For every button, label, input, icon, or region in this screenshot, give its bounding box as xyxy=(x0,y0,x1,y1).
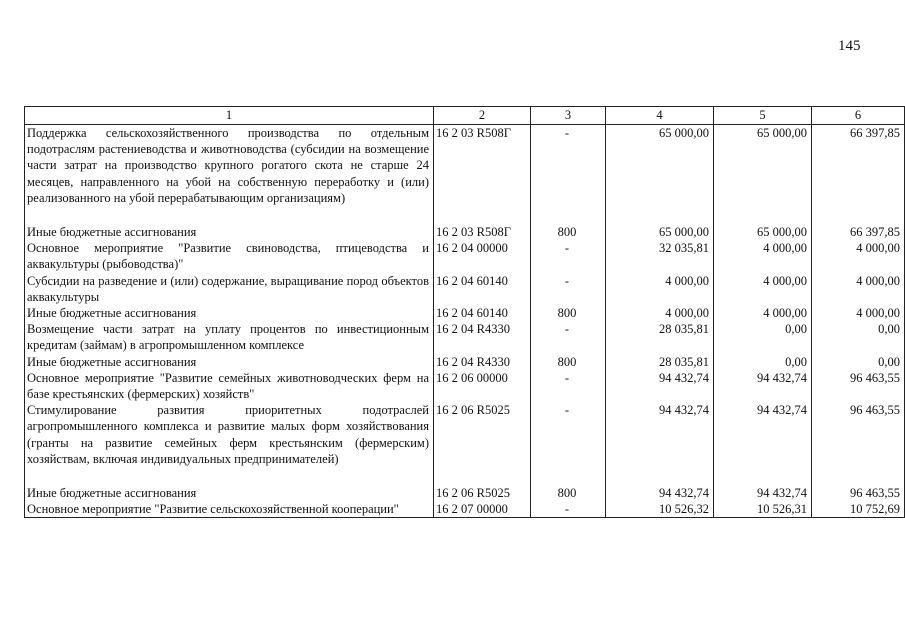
row-value-col6: 96 463,55 xyxy=(812,402,905,467)
row-name: Иные бюджетные ассигнования xyxy=(25,485,434,501)
budget-table xyxy=(24,106,905,518)
page-number: 145 xyxy=(838,38,861,54)
row-value-col4: 94 432,74 xyxy=(606,402,714,467)
row-expense-type: - xyxy=(531,125,606,207)
row-expense-type: 800 xyxy=(531,485,606,501)
header-cell-3: 3 xyxy=(531,107,606,125)
row-value-col4: 4 000,00 xyxy=(606,273,714,305)
header-cell-1: 1 xyxy=(25,107,434,125)
row-value-col4: 28 035,81 xyxy=(606,321,714,353)
table-body xyxy=(25,125,905,518)
row-value-col5: 94 432,74 xyxy=(714,402,812,467)
row-expense-type: - xyxy=(531,501,606,518)
row-value-col4: 4 000,00 xyxy=(606,305,714,321)
row-value-col6: 0,00 xyxy=(812,354,905,370)
table-row xyxy=(25,240,905,272)
row-value-col6: 0,00 xyxy=(812,321,905,353)
row-value-col6: 4 000,00 xyxy=(812,273,905,305)
row-value-col5: 94 432,74 xyxy=(714,370,812,402)
row-value-col4: 65 000,00 xyxy=(606,125,714,207)
row-value-col5: 0,00 xyxy=(714,354,812,370)
table-row xyxy=(25,125,905,207)
row-name: Поддержка сельскохозяйственного производства по отдельным подотраслям растениеводства и животноводства (субсидии на возмещение части затрат на производство крупного рогатого скота не старше 24 месяцев, направленного на убой на собственную переработку и (или) реализованного на убой перерабатывающим организациям) xyxy=(25,125,434,207)
row-expense-type: - xyxy=(531,273,606,305)
row-value-col5: 94 432,74 xyxy=(714,485,812,501)
row-expense-type: 800 xyxy=(531,305,606,321)
header-cell-5: 5 xyxy=(714,107,812,125)
row-value-col6: 66 397,85 xyxy=(812,224,905,240)
row-value-col4: 10 526,32 xyxy=(606,501,714,518)
table-row xyxy=(25,402,905,467)
row-value-col5: 0,00 xyxy=(714,321,812,353)
table-row xyxy=(25,321,905,353)
row-name: Основное мероприятие "Развитие свиноводства, птицеводства и аквакультуры (рыбоводства)" xyxy=(25,240,434,272)
row-spacer xyxy=(25,467,905,485)
row-value-col4: 28 035,81 xyxy=(606,354,714,370)
row-name: Иные бюджетные ассигнования xyxy=(25,305,434,321)
table-row xyxy=(25,354,905,370)
row-value-col4: 94 432,74 xyxy=(606,485,714,501)
header-cell-6: 6 xyxy=(812,107,905,125)
row-value-col5: 10 526,31 xyxy=(714,501,812,518)
row-name: Стимулирование развития приоритетных подотраслей агропромышленного комплекса и развитие малых форм хозяйствования (гранты на развитие семейных ферм крестьянским (фермерским) хозяйствам, включая индивидуальных предпринимателей) xyxy=(25,402,434,467)
table-row xyxy=(25,224,905,240)
row-value-col6: 66 397,85 xyxy=(812,125,905,207)
row-value-col5: 4 000,00 xyxy=(714,305,812,321)
row-code: 16 2 06 00000 xyxy=(434,370,531,402)
table-row xyxy=(25,305,905,321)
row-expense-type: 800 xyxy=(531,354,606,370)
row-code: 16 2 06 R5025 xyxy=(434,402,531,467)
row-value-col5: 65 000,00 xyxy=(714,125,812,207)
row-code: 16 2 03 R508Г xyxy=(434,224,531,240)
row-value-col6: 4 000,00 xyxy=(812,305,905,321)
row-code: 16 2 04 R4330 xyxy=(434,321,531,353)
row-name: Основное мероприятие "Развитие сельскохозяйственной кооперации" xyxy=(25,501,434,518)
row-code: 16 2 04 60140 xyxy=(434,273,531,305)
row-value-col5: 4 000,00 xyxy=(714,273,812,305)
row-code: 16 2 04 R4330 xyxy=(434,354,531,370)
table-row xyxy=(25,273,905,305)
row-value-col6: 96 463,55 xyxy=(812,485,905,501)
row-name: Иные бюджетные ассигнования xyxy=(25,354,434,370)
row-value-col6: 10 752,69 xyxy=(812,501,905,518)
row-value-col4: 94 432,74 xyxy=(606,370,714,402)
header-cell-2: 2 xyxy=(434,107,531,125)
header-row xyxy=(25,107,905,125)
row-value-col5: 4 000,00 xyxy=(714,240,812,272)
row-value-col4: 65 000,00 xyxy=(606,224,714,240)
header-cell-4: 4 xyxy=(606,107,714,125)
row-value-col6: 4 000,00 xyxy=(812,240,905,272)
row-name: Возмещение части затрат на уплату процентов по инвестиционным кредитам (займам) в агропромышленном комплексе xyxy=(25,321,434,353)
row-expense-type: - xyxy=(531,240,606,272)
row-name: Иные бюджетные ассигнования xyxy=(25,224,434,240)
row-name: Основное мероприятие "Развитие семейных животноводческих ферм на базе крестьянских (фермерских) хозяйств" xyxy=(25,370,434,402)
row-name: Субсидии на разведение и (или) содержание, выращивание пород объектов аквакультуры xyxy=(25,273,434,305)
row-value-col6: 96 463,55 xyxy=(812,370,905,402)
row-code: 16 2 04 60140 xyxy=(434,305,531,321)
row-expense-type: - xyxy=(531,402,606,467)
table-header xyxy=(25,107,905,125)
row-expense-type: - xyxy=(531,321,606,353)
row-code: 16 2 04 00000 xyxy=(434,240,531,272)
row-spacer xyxy=(25,206,905,224)
row-code: 16 2 03 R508Г xyxy=(434,125,531,207)
row-expense-type: - xyxy=(531,370,606,402)
row-code: 16 2 06 R5025 xyxy=(434,485,531,501)
row-value-col5: 65 000,00 xyxy=(714,224,812,240)
row-code: 16 2 07 00000 xyxy=(434,501,531,518)
table-row xyxy=(25,370,905,402)
row-expense-type: 800 xyxy=(531,224,606,240)
table-row xyxy=(25,485,905,501)
table-row xyxy=(25,501,905,518)
row-value-col4: 32 035,81 xyxy=(606,240,714,272)
